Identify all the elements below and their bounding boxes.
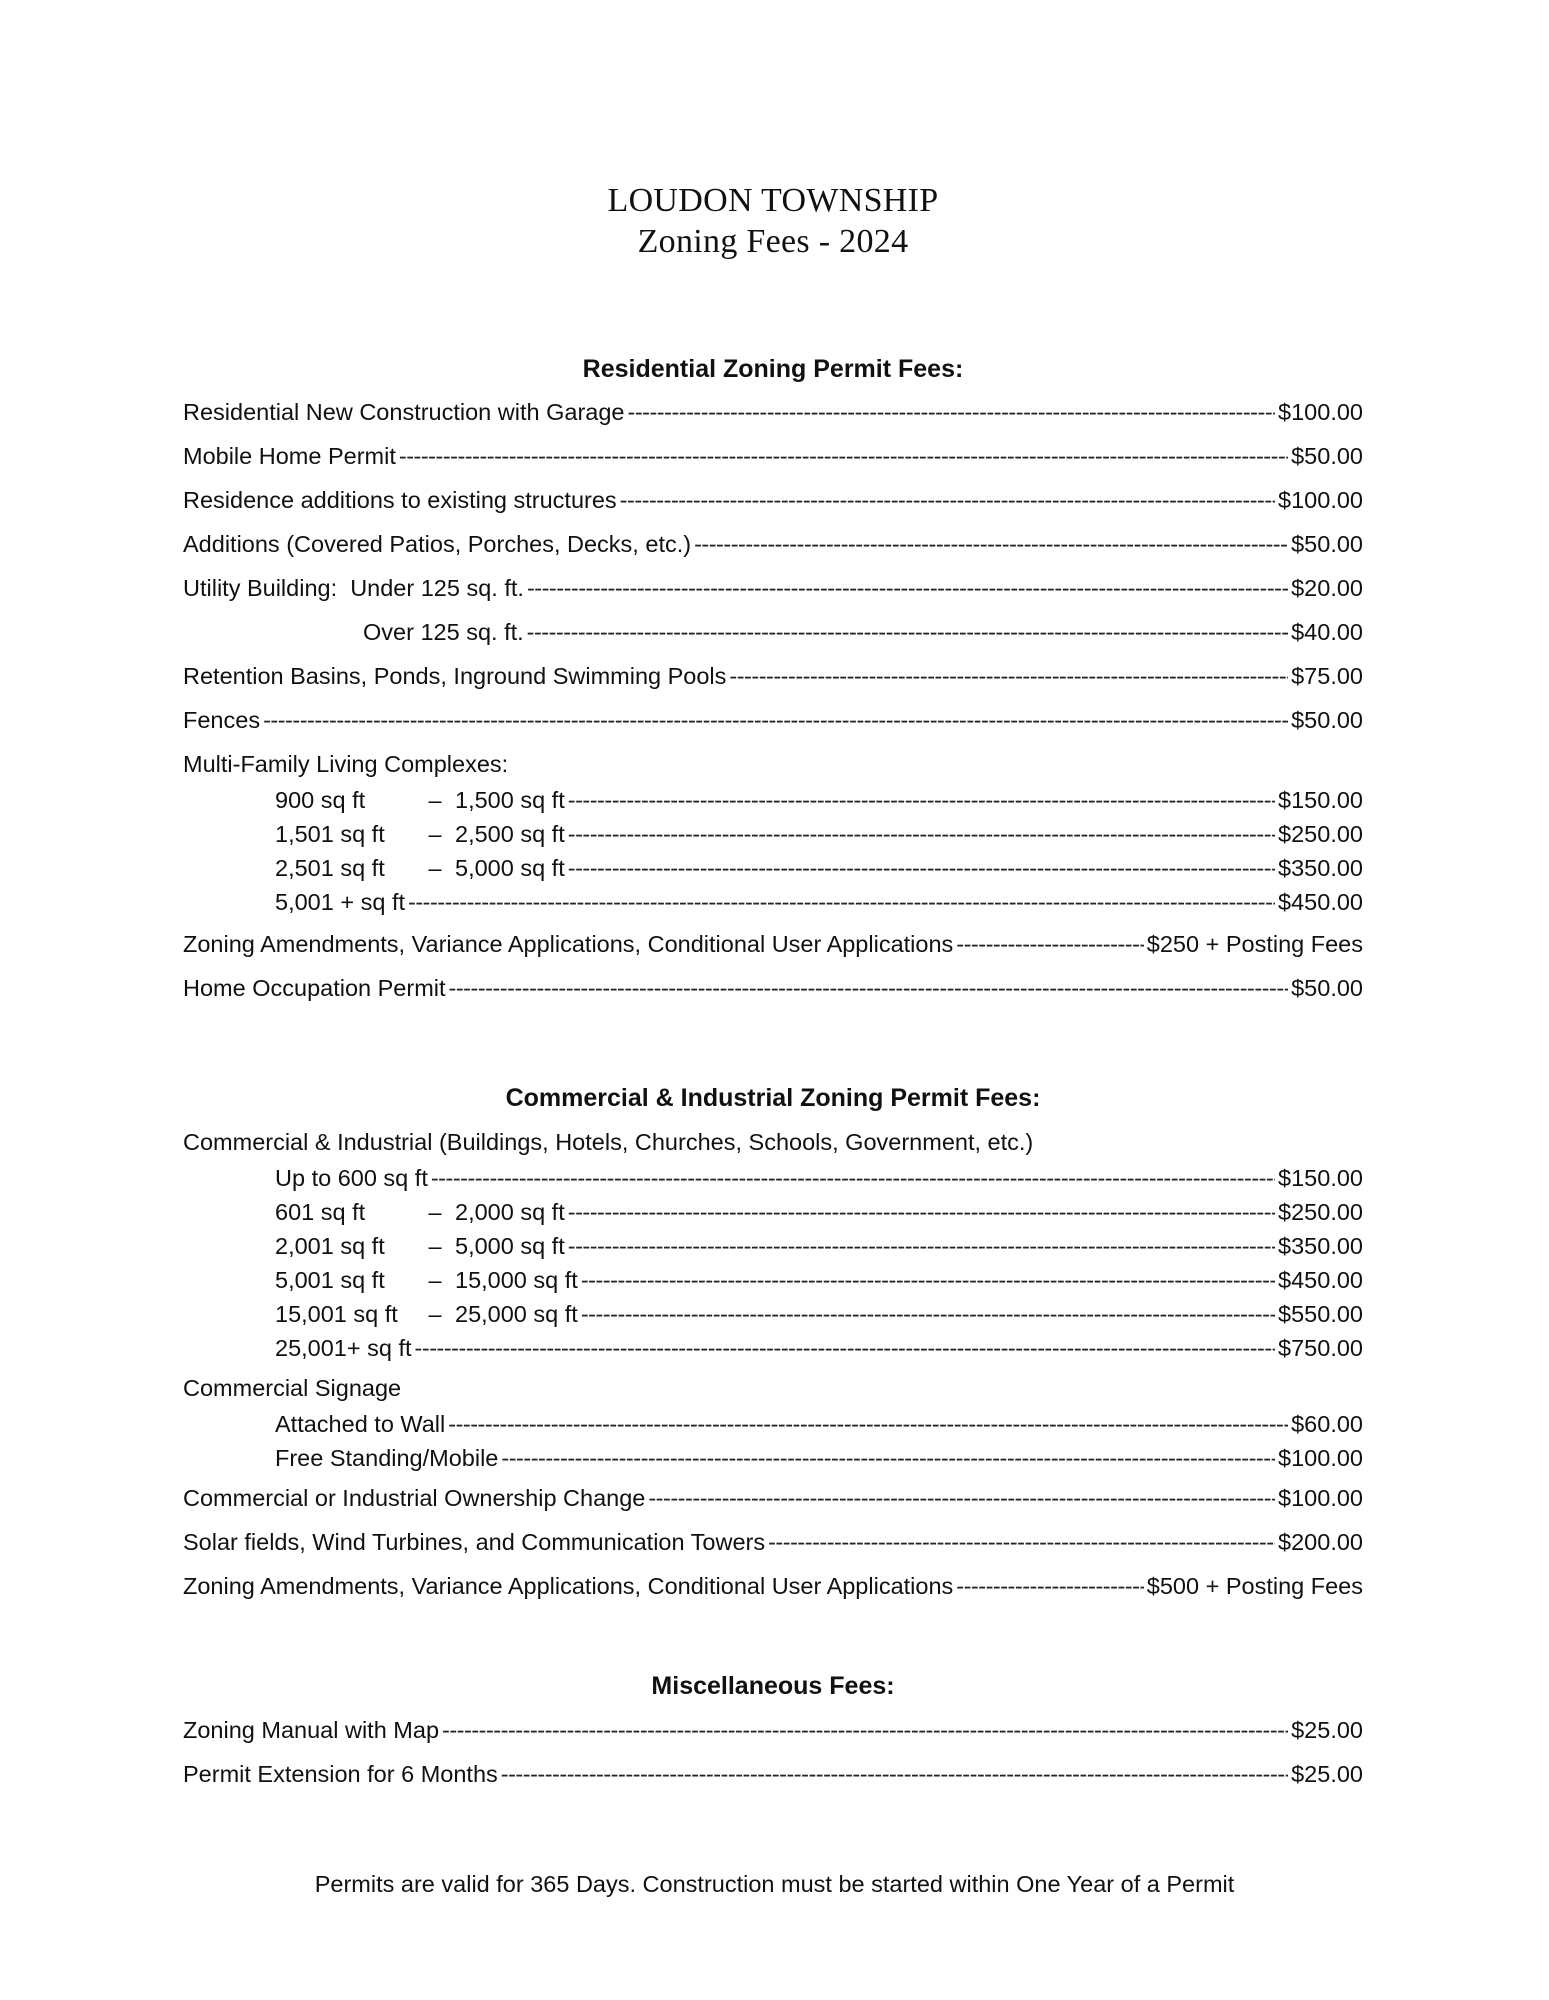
fee-amount: $250 + Posting Fees [1146, 931, 1363, 957]
dotted-leader [415, 1331, 1276, 1365]
fee-amount: $100.00 [1278, 399, 1363, 425]
fee-amount: $75.00 [1291, 663, 1363, 689]
dotted-leader [581, 1297, 1275, 1331]
dotted-leader [449, 973, 1289, 1003]
fee-label: Zoning Manual with Map [183, 1717, 440, 1743]
tier-to: 5,000 sq ft [455, 1233, 565, 1259]
tier-row [183, 1161, 1363, 1195]
tier-from: 2,501 sq ft [275, 855, 385, 881]
tier-from: 5,001 sq ft [275, 1267, 385, 1293]
tier-to: 1,500 sq ft [455, 787, 565, 813]
tier-dash: – [428, 855, 442, 881]
fee-amount: $25.00 [1291, 1761, 1363, 1787]
fee-amount: $150.00 [1278, 787, 1363, 813]
fee-row [183, 661, 1363, 691]
fee-row [183, 529, 1363, 559]
residential-heading: Residential Zoning Permit Fees: [582, 355, 964, 383]
fee-amount: $550.00 [1278, 1301, 1363, 1327]
fee-label: Permit Extension for 6 Months [183, 1761, 498, 1787]
page-title: LOUDON TOWNSHIP [607, 182, 939, 219]
dotted-leader [768, 1527, 1275, 1557]
fee-label: Zoning Amendments, Variance Applications, Conditional User Applications [183, 931, 954, 957]
dotted-leader [729, 661, 1288, 691]
tier-from: 15,001 sq ft [275, 1301, 398, 1327]
dotted-leader [501, 1441, 1275, 1475]
fee-row [183, 1483, 1363, 1513]
fee-row-utility-under [183, 573, 1363, 603]
tier-dash: – [428, 1199, 442, 1225]
dotted-leader [448, 1407, 1288, 1441]
fee-row [183, 441, 1363, 471]
tier-from: 2,001 sq ft [275, 1233, 385, 1259]
fee-label: Mobile Home Permit [183, 443, 396, 469]
fee-row [183, 397, 1363, 427]
tier-range [275, 817, 565, 851]
tier-row [183, 783, 1363, 817]
fee-amount: $60.00 [1291, 1411, 1363, 1437]
fee-amount: $40.00 [1291, 619, 1363, 645]
signage-row [183, 1441, 1363, 1475]
fee-label: Fences [183, 707, 261, 733]
fee-label: Attached to Wall [275, 1411, 446, 1437]
tier-dash: – [428, 787, 442, 813]
utility-building-label: Utility Building: [183, 575, 338, 601]
tier-row [183, 885, 1363, 919]
fee-amount: $450.00 [1278, 889, 1363, 915]
fee-row [183, 929, 1363, 959]
tier-to: 5,000 sq ft [455, 855, 565, 881]
fee-row [183, 1527, 1363, 1557]
fee-label: Free Standing/Mobile [275, 1445, 499, 1471]
tier-range [275, 783, 565, 817]
tier-range [275, 851, 565, 885]
dotted-leader [628, 397, 1276, 427]
fee-amount: $100.00 [1278, 1445, 1363, 1471]
dotted-leader [956, 1571, 1144, 1601]
dotted-leader [694, 529, 1288, 559]
utility-over-label: Over 125 sq. ft. [363, 619, 524, 645]
dotted-leader [568, 1195, 1275, 1229]
tier-row [183, 817, 1363, 851]
signage-label: Commercial Signage [183, 1375, 402, 1401]
residential-list [183, 397, 1363, 1003]
misc-list [183, 1715, 1363, 1789]
tier-from: 900 sq ft [275, 787, 366, 813]
fee-amount: $250.00 [1278, 1199, 1363, 1225]
fee-amount: $50.00 [1291, 531, 1363, 557]
fee-amount: $100.00 [1278, 1485, 1363, 1511]
tier-dash: – [428, 1233, 442, 1259]
dotted-leader [956, 929, 1144, 959]
tier-dash: – [428, 1301, 442, 1327]
tier-to: 15,000 sq ft [455, 1267, 578, 1293]
dotted-leader [568, 851, 1275, 885]
dotted-leader [442, 1715, 1288, 1745]
dotted-leader [399, 441, 1288, 471]
fee-amount: $100.00 [1278, 487, 1363, 513]
dotted-leader [648, 1483, 1275, 1513]
signage-row [183, 1407, 1363, 1441]
fee-row [183, 1759, 1363, 1789]
tier-dash: – [428, 1267, 442, 1293]
tier-row [183, 1263, 1363, 1297]
fee-label [183, 573, 524, 603]
tier-row [183, 1229, 1363, 1263]
fee-amount: $350.00 [1278, 855, 1363, 881]
fee-amount: $250.00 [1278, 821, 1363, 847]
fee-amount: $500 + Posting Fees [1146, 1573, 1363, 1599]
dotted-leader [408, 885, 1275, 919]
commercial-heading: Commercial & Industrial Zoning Permit Fees: [505, 1084, 1041, 1112]
fee-amount: $50.00 [1291, 975, 1363, 1001]
fee-label: Zoning Amendments, Variance Applications, Conditional User Applications [183, 1573, 954, 1599]
tier-from: 25,001+ sq ft [275, 1335, 412, 1361]
fee-row-utility-over [183, 617, 1363, 647]
fee-label: Solar fields, Wind Turbines, and Communication Towers [183, 1529, 766, 1555]
tier-range [275, 1297, 578, 1331]
fee-label: Retention Basins, Ponds, Inground Swimming Pools [183, 663, 727, 689]
utility-under-label: Under 125 sq. ft. [350, 575, 524, 601]
dotted-leader [263, 705, 1288, 735]
fee-amount: $350.00 [1278, 1233, 1363, 1259]
tier-from: 1,501 sq ft [275, 821, 385, 847]
dotted-leader [620, 485, 1275, 515]
fee-row [183, 1715, 1363, 1745]
tier-row [183, 1195, 1363, 1229]
tier-row [183, 851, 1363, 885]
dotted-leader [568, 1229, 1275, 1263]
fee-amount: $20.00 [1291, 575, 1363, 601]
fee-row [183, 1571, 1363, 1601]
commercial-intro: Commercial & Industrial (Buildings, Hotels, Churches, Schools, Government, etc.) [183, 1129, 1034, 1155]
fee-row [183, 705, 1363, 735]
fee-label: Residence additions to existing structures [183, 487, 617, 513]
validity-note: Permits are valid for 365 Days. Construction must be started within One Year of a Permit [314, 1871, 1235, 1897]
tier-dash: – [428, 821, 442, 847]
tier-to: 25,000 sq ft [455, 1301, 578, 1327]
dotted-leader [527, 573, 1288, 603]
dotted-leader [568, 783, 1275, 817]
tier-to: 2,000 sq ft [455, 1199, 565, 1225]
dotted-leader [527, 617, 1288, 647]
dotted-leader [431, 1161, 1275, 1195]
fee-label: Residential New Construction with Garage [183, 399, 625, 425]
dotted-leader [581, 1263, 1275, 1297]
multi-family-label: Multi-Family Living Complexes: [183, 751, 509, 777]
dotted-leader [568, 817, 1275, 851]
fee-row [183, 485, 1363, 515]
commercial-list [183, 1127, 1363, 1601]
fee-schedule-page [183, 180, 1363, 1789]
dotted-leader [501, 1759, 1288, 1789]
fee-amount: $150.00 [1278, 1165, 1363, 1191]
fee-label: Home Occupation Permit [183, 975, 446, 1001]
tier-range [275, 1229, 565, 1263]
tier-from: 5,001 + sq ft [275, 889, 405, 915]
fee-amount: $450.00 [1278, 1267, 1363, 1293]
fee-amount: $50.00 [1291, 707, 1363, 733]
fee-amount: $750.00 [1278, 1335, 1363, 1361]
fee-amount: $50.00 [1291, 443, 1363, 469]
misc-heading: Miscellaneous Fees: [651, 1672, 895, 1700]
tier-range [275, 1195, 565, 1229]
fee-amount: $200.00 [1278, 1529, 1363, 1555]
fee-label: Commercial or Industrial Ownership Change [183, 1485, 646, 1511]
fee-label: Additions (Covered Patios, Porches, Decks, etc.) [183, 531, 692, 557]
fee-row [183, 973, 1363, 1003]
tier-from: Up to 600 sq ft [275, 1165, 428, 1191]
tier-to: 2,500 sq ft [455, 821, 565, 847]
page-subtitle: Zoning Fees - 2024 [637, 223, 909, 260]
tier-row [183, 1331, 1363, 1365]
tier-range [275, 1263, 578, 1297]
tier-from: 601 sq ft [275, 1199, 366, 1225]
tier-row [183, 1297, 1363, 1331]
fee-amount: $25.00 [1291, 1717, 1363, 1743]
